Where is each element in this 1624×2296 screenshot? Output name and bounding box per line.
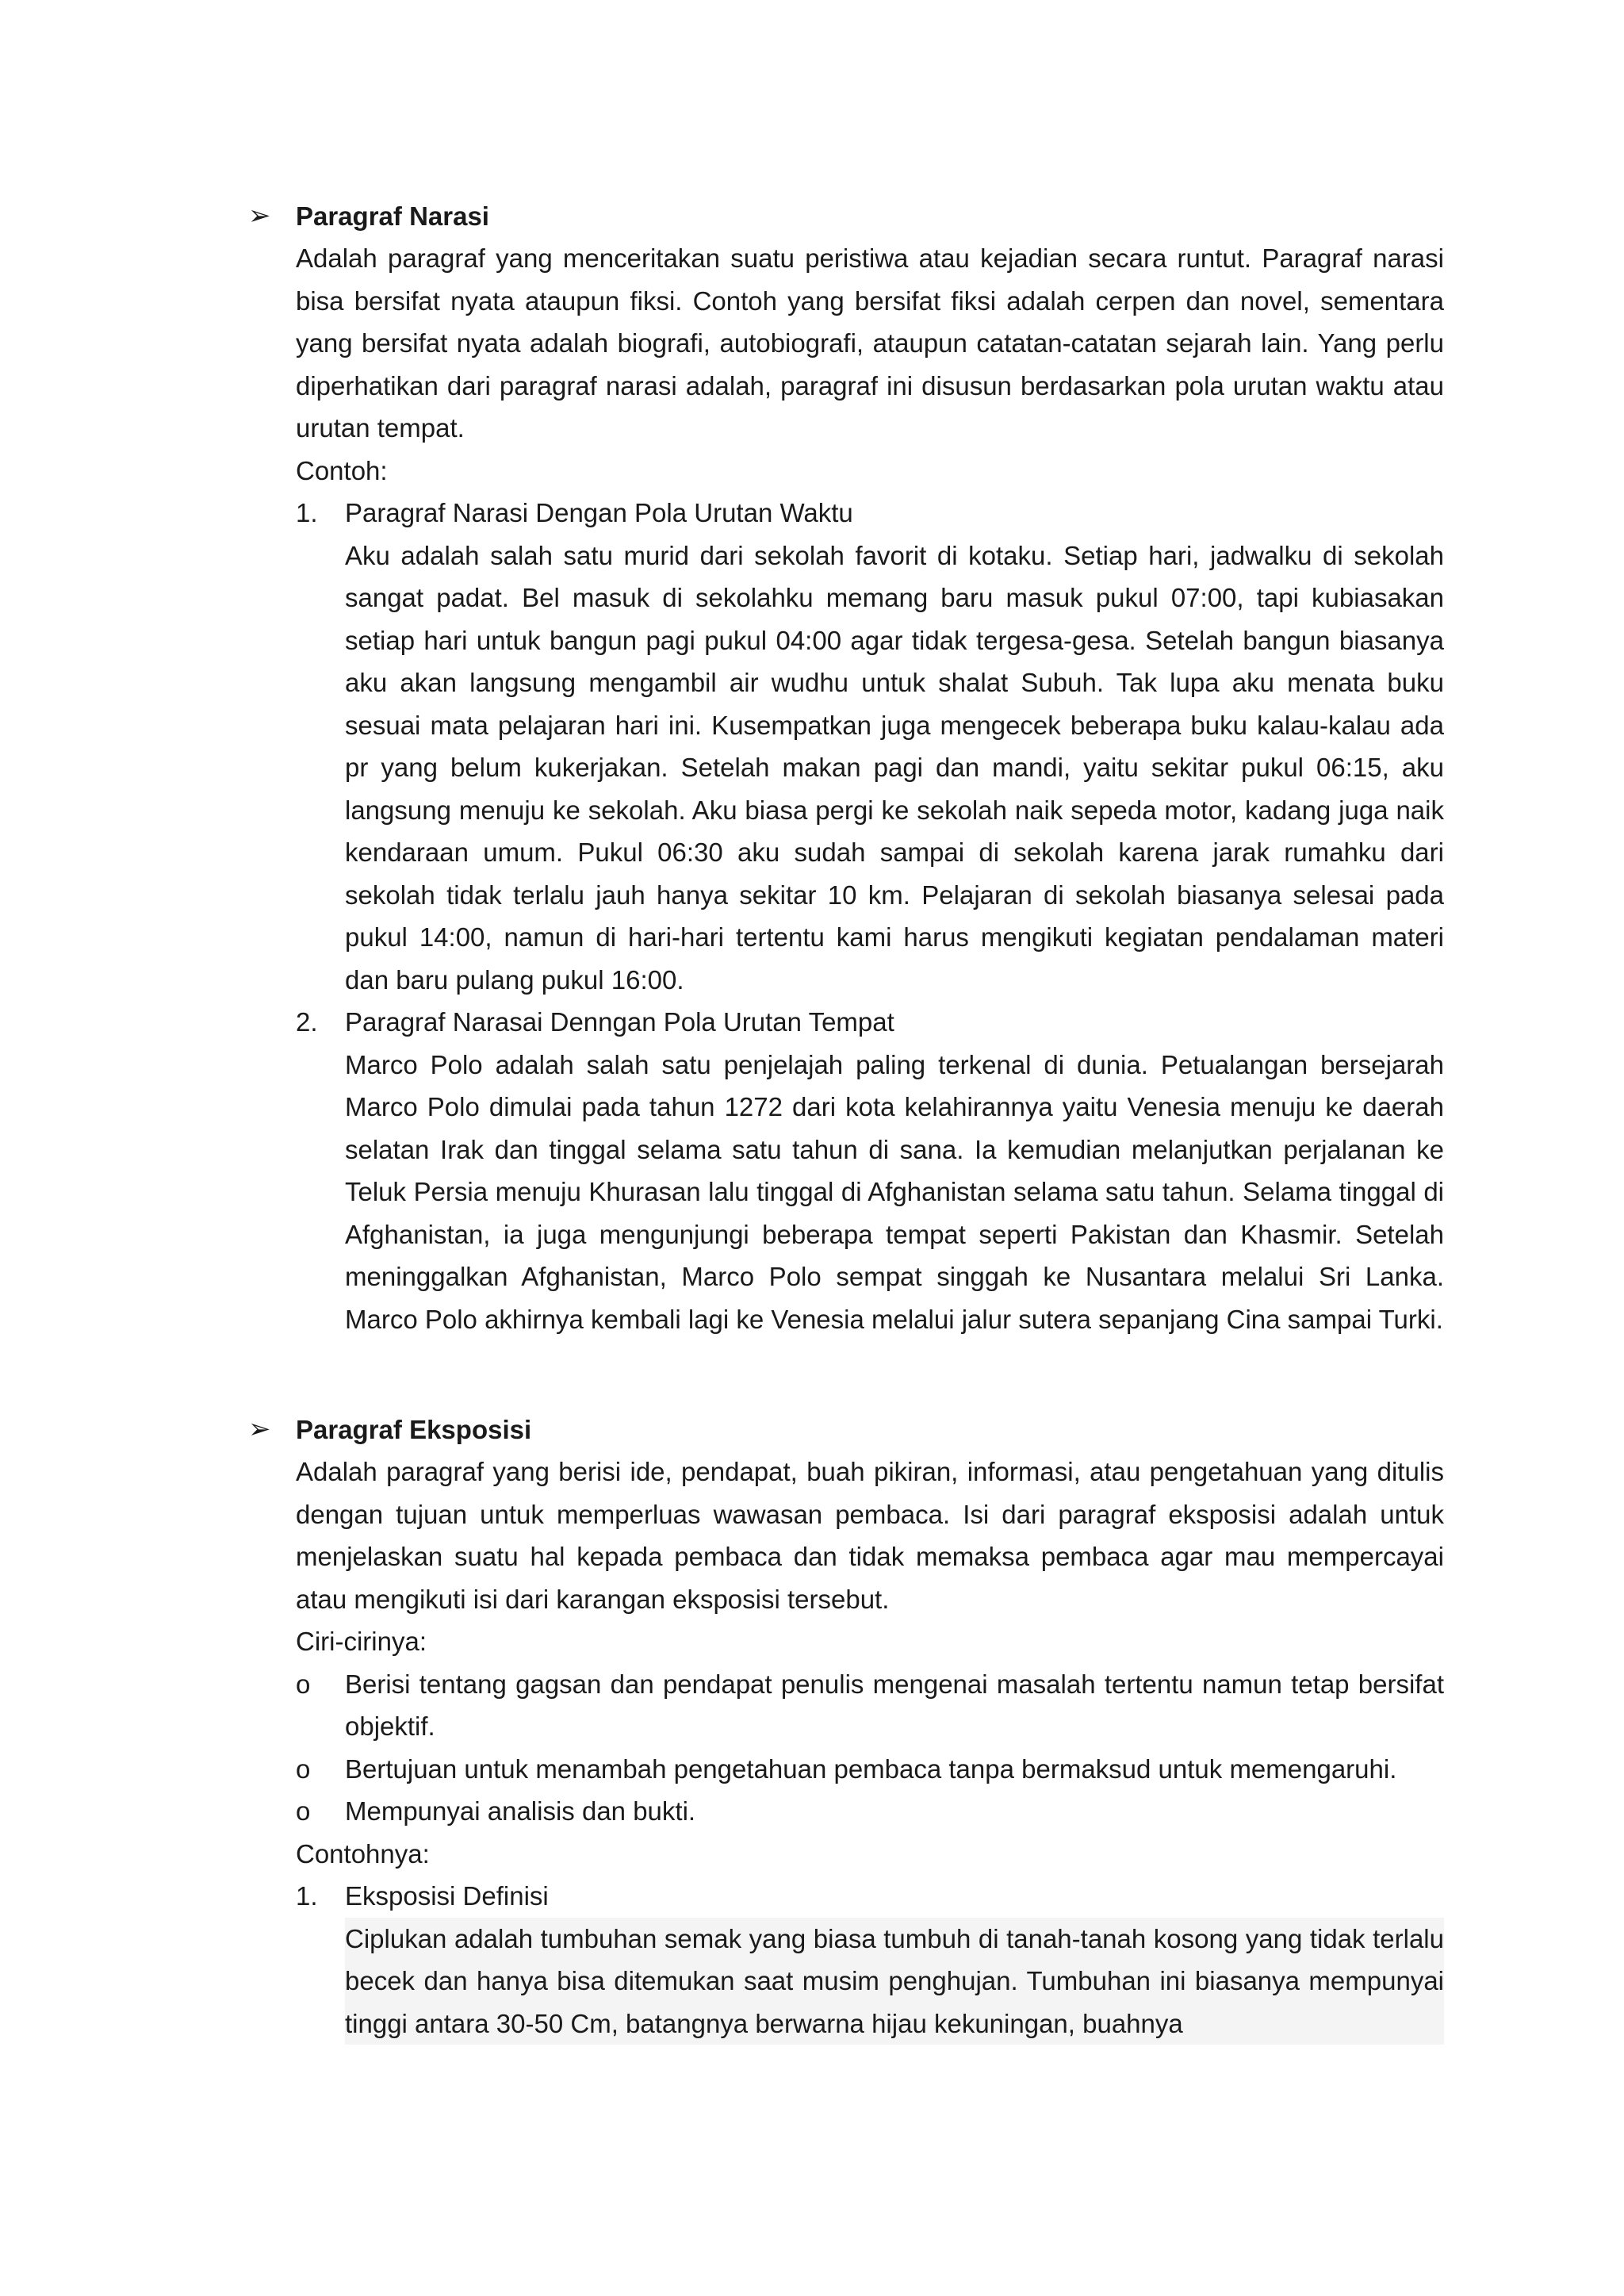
ciri-item-1-text: Berisi tentang gagsan dan pendapat penulis mengenai masalah tertentu namun tetap bersifat objektif. [345,1669,1444,1741]
narasi-example-2-title: Paragraf Narasai Denngan Pola Urutan Tempat [345,1007,894,1037]
eksposisi-example-1-text: Ciplukan adalah tumbuhan semak yang biasa tumbuh di tanah-tanah kosong yang tidak terlalu becek dan hanya bisa ditemukan saat musim penghujan. Tumbuhan ini biasanya mempunyai tinggi antara 30-50 Cm, batangnya berwarna hijau kekuningan, buahnya [345,1918,1444,2045]
ciri-item-3-text: Mempunyai analisis dan bukti. [345,1796,696,1826]
ciri-item-2-text: Bertujuan untuk menambah pengetahuan pembaca tanpa bermaksud untuk memengaruhi. [345,1754,1397,1784]
section-narasi-body [296,237,1444,492]
narasi-contoh-label: Contoh: [296,455,388,485]
section-eksposisi-body [296,1451,1444,1663]
ciri-item-2 [296,1748,1444,1791]
eksposisi-example-1 [296,1875,1444,2045]
section-eksposisi-header [248,1409,1444,1451]
section-eksposisi [248,1409,1444,2045]
narasi-example-1-text: Aku adalah salah satu murid dari sekolah favorit di kotaku. Setiap hari, jadwalku di sekolah sangat padat. Bel masuk di sekolahku memang baru masuk pukul 07:00, tapi kubiasakan setiap hari untuk bangun pagi pukul 04:00 agar tidak tergesa-gesa. Setelah bangun biasanya aku akan langsung mengambil air wudhu untuk shalat Subuh. Tak lupa aku menata buku sesuai mata pelajaran hari ini. Kusempatkan juga mengecek beberapa buku kalau-kalau ada pr yang belum kukerjakan. Setelah makan pagi dan mandi, yaitu sekitar pukul 06:15, aku langsung menuju ke sekolah. Aku biasa pergi ke sekolah naik sepeda motor, kadang juga naik kendaraan umum. Pukul 06:30 aku sudah sampai di sekolah karena jarak rumahku dari sekolah tidak terlalu jauh hanya sekitar 10 km. Pelajaran di sekolah biasanya selesai pada pukul 14:00, namun di hari-hari tertentu kami harus mengikuti kegiatan pendalaman materi dan baru pulang pukul 16:00. [345,540,1444,995]
circle-bullet-icon: o [296,1754,311,1784]
section-eksposisi-heading: Paragraf Eksposisi [296,1415,532,1444]
arrow-bullet-icon: ➢ [248,1414,271,1444]
narasi-example-1-title: Paragraf Narasi Dengan Pola Urutan Waktu [345,498,853,527]
list-number: 1. [296,498,318,527]
narasi-definition: Adalah paragraf yang menceritakan suatu peristiwa atau kejadian secara runtut. Paragraf narasi bisa bersifat nyata ataupun fiksi. Contoh yang bersifat fiksi adalah cerpen dan novel, sementara yang bersifat nyata adalah biografi, autobiografi, ataupun catatan-catatan sejarah lain. Yang perlu diperhatikan dari paragraf narasi adalah, paragraf ini disusun berdasarkan pola urutan waktu atau urutan tempat. [296,243,1444,443]
circle-bullet-icon: o [296,1796,311,1826]
list-number: 1. [296,1881,318,1911]
ciri-item-1 [296,1663,1444,1748]
narasi-example-2 [296,1001,1444,1340]
section-narasi-header [248,195,1444,237]
section-narasi [248,195,1444,1340]
narasi-example-2-text: Marco Polo adalah salah satu penjelajah paling terkenal di dunia. Petualangan bersejarah Marco Polo dimulai pada tahun 1272 dari kota kelahirannya yaitu Venesia menuju ke daerah selatan Irak dan tinggal selama satu tahun di sana. Ia kemudian melanjutkan perjalanan ke Teluk Persia menuju Khurasan lalu tinggal di Afghanistan selama satu tahun. Selama tinggal di Afghanistan, ia juga mengunjungi beberapa tempat seperti Pakistan dan Khasmir. Setelah meninggalkan Afghanistan, Marco Polo sempat singgah ke Nusantara melalui Sri Lanka. Marco Polo akhirnya kembali lagi ke Venesia melalui jalur sutera sepanjang Cina sampai Turki. [345,1049,1444,1334]
list-number: 2. [296,1007,318,1037]
eksposisi-example-1-title: Eksposisi Definisi [345,1881,549,1911]
arrow-bullet-icon: ➢ [248,201,271,231]
narasi-example-1 [296,492,1444,1001]
circle-bullet-icon: o [296,1669,311,1699]
eksposisi-contoh-label: Contohnya: [296,1838,430,1869]
section-narasi-heading: Paragraf Narasi [296,201,489,231]
eksposisi-ciri-label: Ciri-cirinya: [296,1627,427,1656]
eksposisi-definition: Adalah paragraf yang berisi ide, pendapat, buah pikiran, informasi, atau pengetahuan yang ditulis dengan tujuan untuk memperluas wawasan pembaca. Isi dari paragraf eksposisi adalah untuk menjelaskan suatu hal kepada pembaca dan tidak memaksa pembaca agar mau mempercayai atau mengikuti isi dari karangan eksposisi tersebut. [296,1457,1444,1614]
ciri-item-3 [296,1790,1444,1833]
